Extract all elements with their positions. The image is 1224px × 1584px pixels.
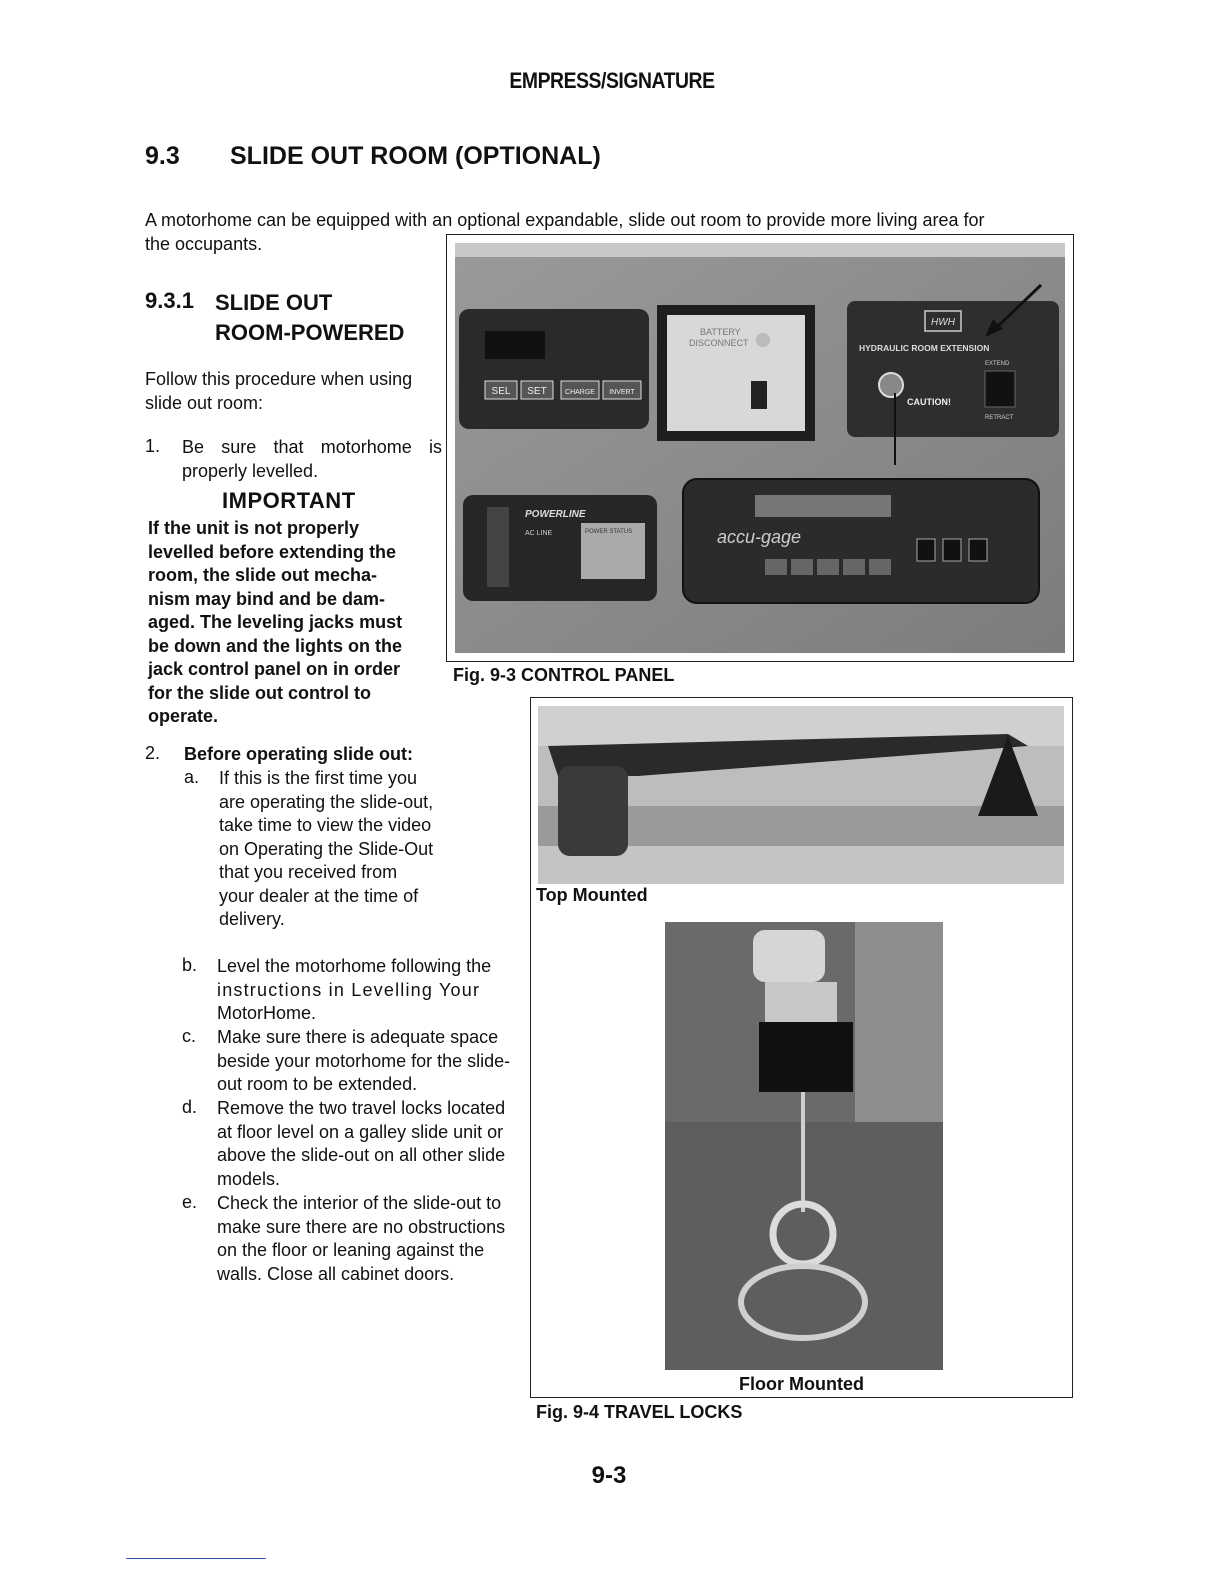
sel-button-label: SEL bbox=[491, 386, 511, 397]
powerline-label: POWERLINE bbox=[525, 509, 586, 520]
battery-indicator-light bbox=[756, 333, 770, 347]
fig-9-3-frame bbox=[446, 234, 1074, 662]
running-header: EMPRESS/SIGNATURE bbox=[509, 68, 715, 93]
battery-label: BATTERY bbox=[700, 327, 741, 337]
substep-line: Level the motorhome following the bbox=[217, 956, 492, 976]
substep-line: at floor level on a galley slide unit or bbox=[217, 1121, 504, 1142]
substep-d-label: d. bbox=[182, 1097, 198, 1117]
important-line: If the unit is not properly bbox=[148, 518, 359, 538]
substep-c-label: c. bbox=[182, 1026, 197, 1046]
substep-line: take time to view the video bbox=[219, 815, 432, 835]
retract-label: RETRACT bbox=[985, 415, 1014, 421]
substep-line: MotorHome. bbox=[217, 1003, 317, 1023]
subsection-number: 9.3.1 bbox=[145, 288, 194, 313]
substep-line: are operating the slide-out, bbox=[219, 791, 434, 812]
control-panel-photo bbox=[455, 243, 1065, 653]
lock-handle bbox=[558, 766, 628, 856]
hydraulic-label: HYDRAULIC ROOM EXTENSION bbox=[859, 343, 990, 353]
powerline-amp-selector[interactable] bbox=[487, 507, 509, 587]
substep-d-text bbox=[217, 1097, 519, 1191]
substep-line: Check the interior of the slide-out to bbox=[217, 1193, 502, 1213]
important-line: operate. bbox=[148, 706, 219, 726]
substep-line: out room to be extended. bbox=[217, 1074, 418, 1094]
substep-b-label: b. bbox=[182, 955, 198, 975]
hwh-logo-text: HWH bbox=[931, 317, 955, 328]
substep-line: If this is the first time you bbox=[219, 768, 418, 788]
important-line: be down and the lights on the bbox=[148, 635, 402, 656]
lock-tab bbox=[753, 930, 825, 982]
subsection-title-line: ROOM-POWERED bbox=[215, 320, 405, 345]
accu-gage-switch[interactable] bbox=[917, 539, 935, 561]
accu-gage-logo: accu-gage bbox=[717, 527, 802, 547]
substep-line: walls. Close all cabinet doors. bbox=[217, 1263, 455, 1284]
important-line: levelled before extending the bbox=[148, 541, 397, 562]
substep-line: instructions in Levelling Your bbox=[217, 979, 481, 1000]
top-mounted-label: Top Mounted bbox=[536, 885, 648, 905]
substep-line: that you received from bbox=[219, 862, 398, 882]
power-status-label: POWER STATUS bbox=[585, 529, 633, 535]
substep-line: models. bbox=[217, 1168, 281, 1189]
substep-line: make sure there are no obstructions bbox=[217, 1216, 506, 1237]
section-title: SLIDE OUT ROOM (OPTIONAL) bbox=[230, 142, 601, 170]
invert-button-label: INVERT bbox=[609, 389, 635, 396]
step-1-text bbox=[182, 436, 442, 483]
fig-9-4-frame bbox=[530, 697, 1073, 1398]
floor-mounted-label: Floor Mounted bbox=[739, 1374, 864, 1394]
important-text bbox=[148, 517, 438, 729]
substep-line: on Operating the Slide-Out bbox=[219, 838, 434, 859]
inverter-remote-panel bbox=[459, 309, 649, 429]
floor-mounted-photo bbox=[665, 922, 943, 1370]
substep-line: above the slide-out on all other slide bbox=[217, 1145, 506, 1165]
page-number: 9-3 bbox=[591, 1462, 627, 1489]
accu-gage-button[interactable] bbox=[817, 559, 839, 575]
substep-line: delivery. bbox=[219, 909, 285, 929]
intro-line: the occupants. bbox=[145, 234, 263, 254]
footer-rule bbox=[126, 1558, 266, 1559]
intro-line: A motorhome can be equipped with an optional expandable, slide out room to provide more living area for bbox=[145, 210, 985, 230]
important-line: aged. The leveling jacks must bbox=[148, 612, 403, 632]
important-title: IMPORTANT bbox=[222, 488, 356, 513]
disconnect-label: DISCONNECT bbox=[689, 338, 749, 348]
step-1-line: Be sure that motorhome is bbox=[182, 437, 442, 457]
ac-line-label: AC LINE bbox=[525, 530, 553, 537]
important-line: room, the slide out mecha- bbox=[148, 565, 378, 585]
accu-gage-button[interactable] bbox=[765, 559, 787, 575]
substep-line: beside your motorhome for the slide- bbox=[217, 1050, 511, 1071]
substep-a-text bbox=[219, 767, 441, 932]
accu-gage-display bbox=[755, 495, 891, 517]
set-button-label: SET bbox=[527, 386, 547, 397]
substep-a-label: a. bbox=[184, 767, 200, 787]
substep-line: Make sure there is adequate space bbox=[217, 1027, 499, 1047]
substep-line: on the floor or leaning against the bbox=[217, 1240, 485, 1260]
section-number: 9.3 bbox=[145, 142, 180, 170]
step-2-title: Before operating slide out: bbox=[184, 744, 414, 764]
accu-gage-switch[interactable] bbox=[943, 539, 961, 561]
top-trim bbox=[455, 243, 1065, 257]
inverter-display bbox=[485, 331, 545, 359]
step-1-label: 1. bbox=[145, 436, 161, 456]
step-2-label: 2. bbox=[145, 743, 161, 763]
follow-line: Follow this procedure when using bbox=[145, 369, 413, 389]
accu-gage-button[interactable] bbox=[791, 559, 813, 575]
key-switch[interactable] bbox=[879, 373, 903, 397]
lock-body bbox=[759, 1022, 853, 1092]
follow-line: slide out room: bbox=[145, 392, 264, 413]
accu-gage-button[interactable] bbox=[843, 559, 865, 575]
fig-9-4-caption: Fig. 9-4 TRAVEL LOCKS bbox=[536, 1402, 743, 1422]
battery-switch[interactable] bbox=[751, 381, 767, 409]
substep-c-text bbox=[217, 1026, 519, 1097]
step-1-line: properly levelled. bbox=[182, 460, 319, 481]
substep-line: Remove the two travel locks located bbox=[217, 1098, 506, 1118]
accu-gage-switch[interactable] bbox=[969, 539, 987, 561]
follow-paragraph bbox=[145, 368, 445, 415]
subsection-title-line: SLIDE OUT bbox=[215, 290, 333, 315]
charge-button-label: CHARGE bbox=[565, 389, 595, 396]
important-line: nism may bind and be dam- bbox=[148, 588, 386, 609]
accu-gage-button[interactable] bbox=[869, 559, 891, 575]
subsection-title bbox=[215, 288, 445, 348]
top-mounted-photo bbox=[538, 706, 1064, 884]
substep-e-label: e. bbox=[182, 1192, 198, 1212]
important-line: jack control panel on in order bbox=[148, 659, 401, 679]
substep-line: your dealer at the time of bbox=[219, 885, 419, 906]
extension-switch[interactable] bbox=[985, 371, 1015, 407]
substep-b-text bbox=[217, 955, 519, 1026]
substep-e-text bbox=[217, 1192, 519, 1286]
important-line: for the slide out control to bbox=[148, 682, 371, 703]
extend-label: EXTEND bbox=[985, 361, 1010, 367]
caution-label: CAUTION! bbox=[907, 397, 951, 407]
fig-9-3-caption: Fig. 9-3 CONTROL PANEL bbox=[453, 665, 675, 685]
lock-clasp bbox=[765, 982, 837, 1022]
